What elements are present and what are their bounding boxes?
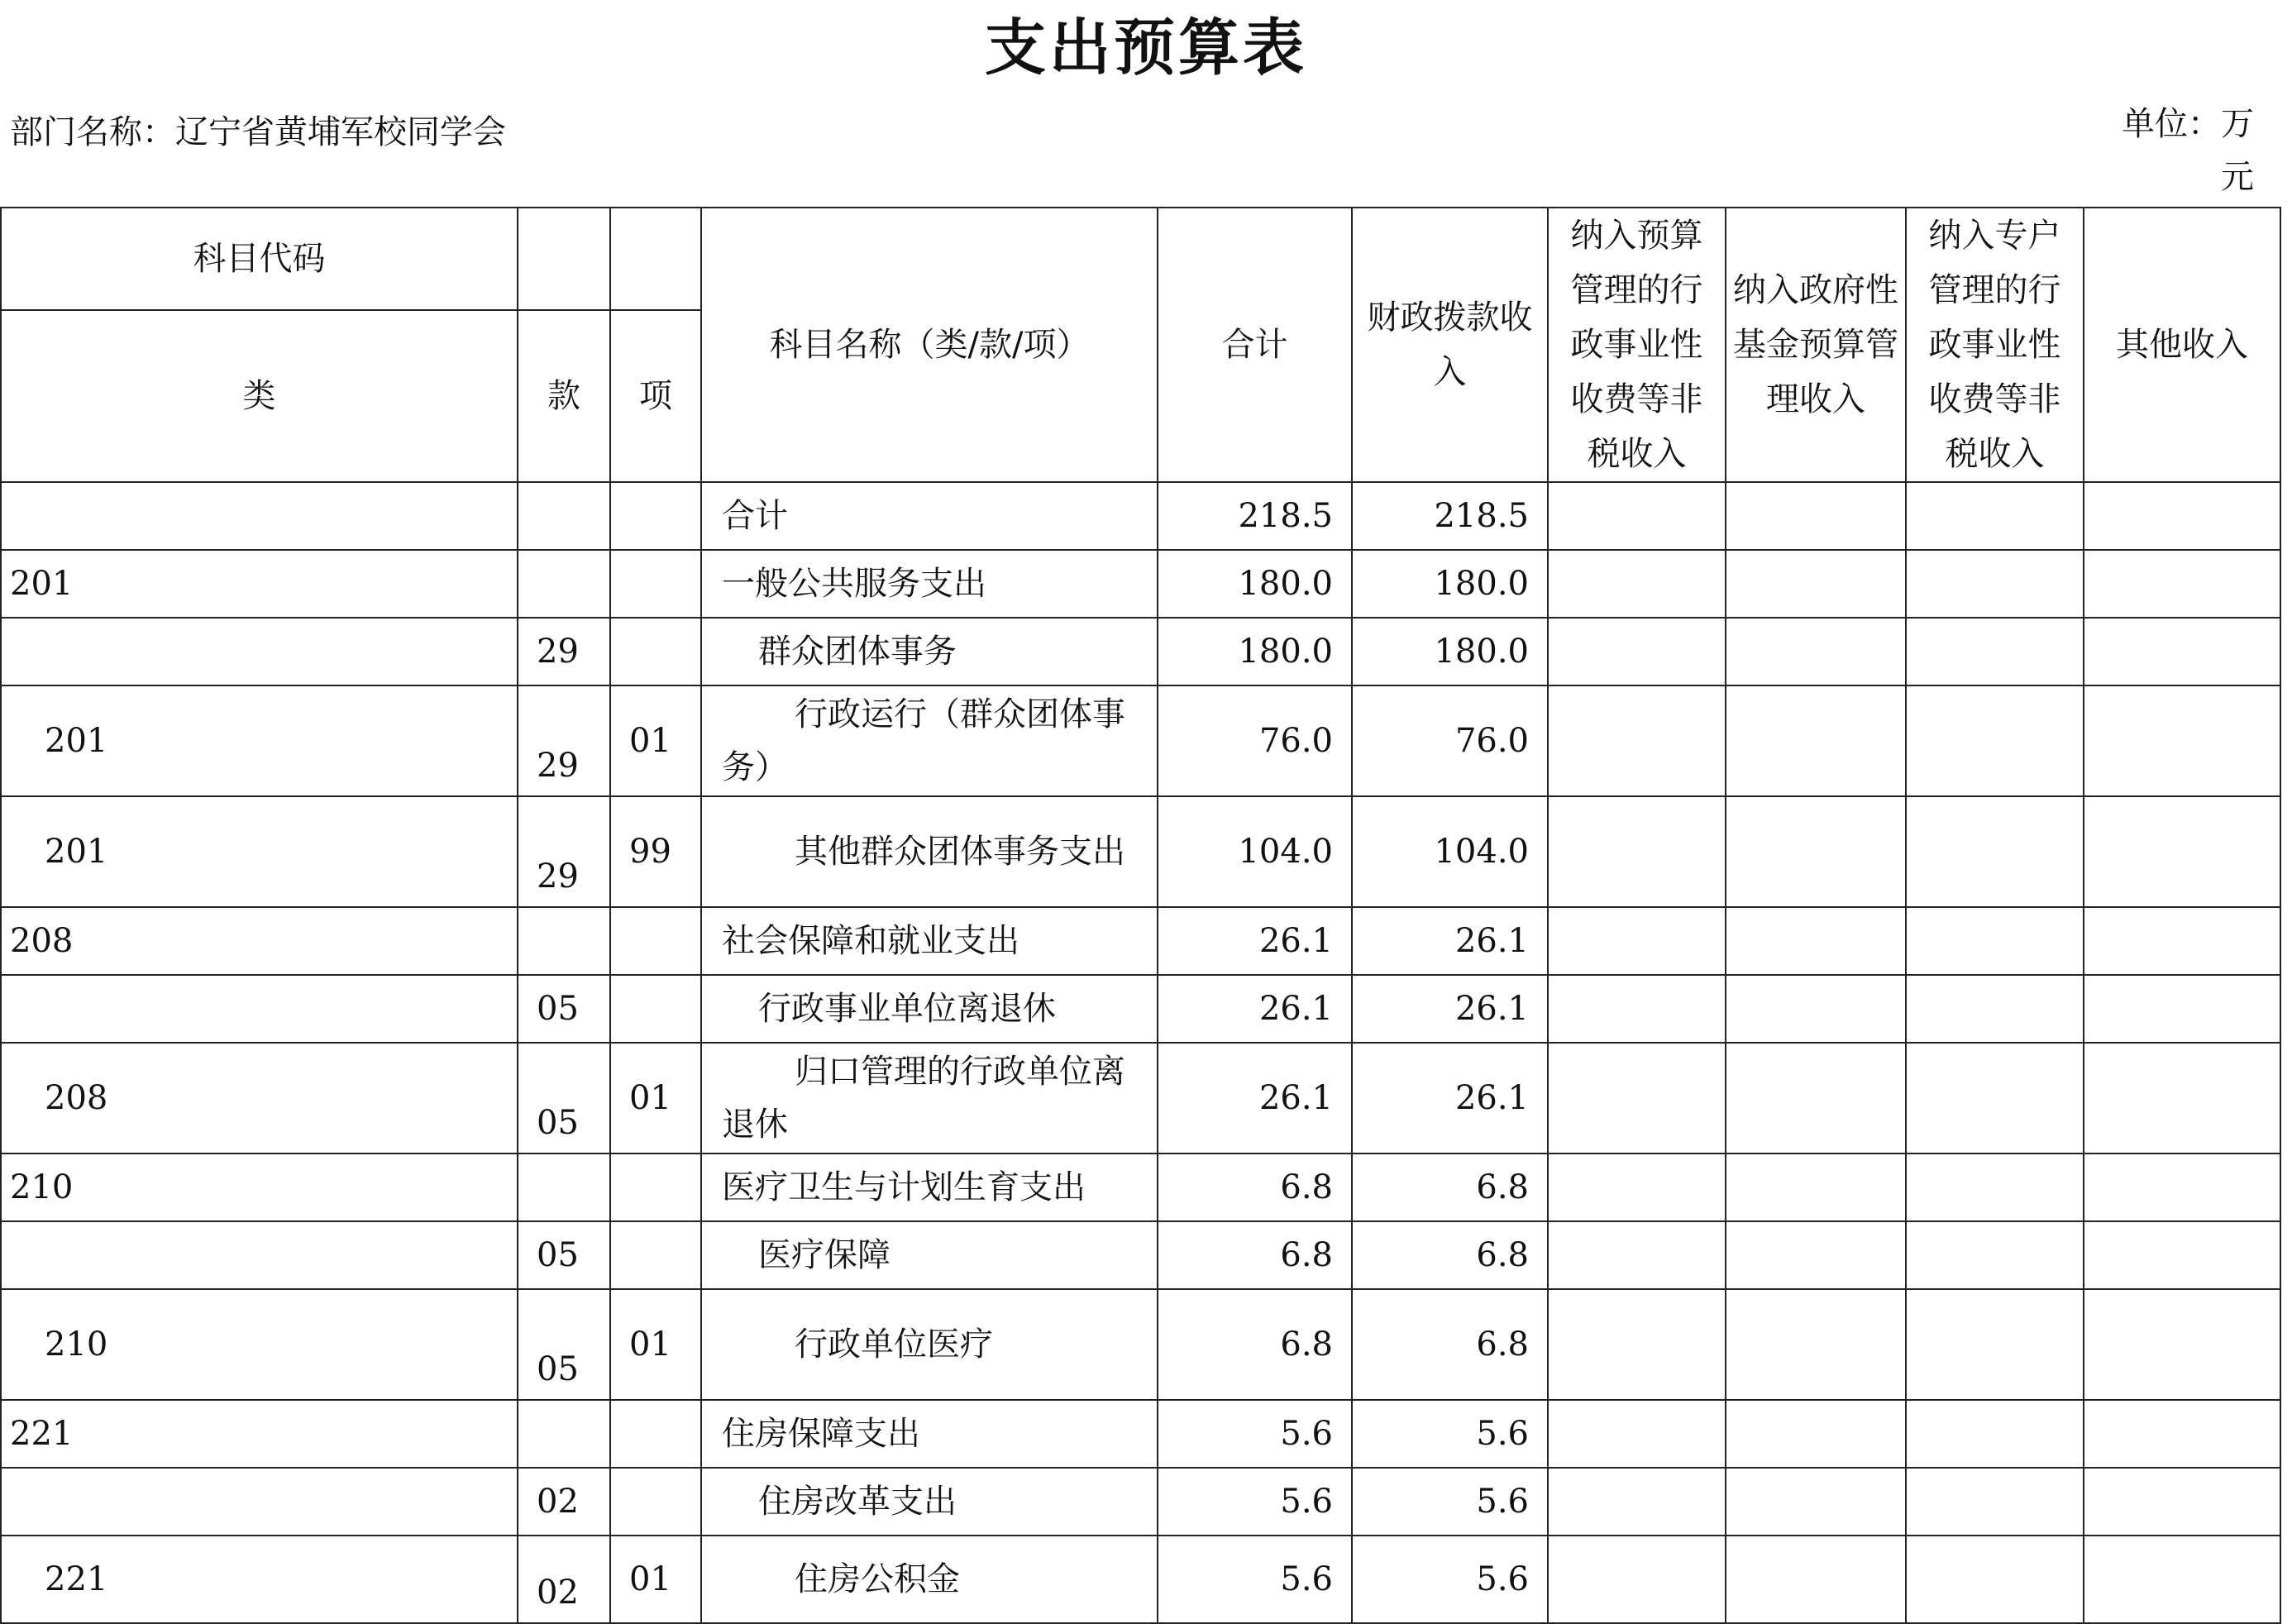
- cell-xiang: [610, 907, 701, 975]
- cell-fiscal: 26.1: [1352, 907, 1548, 975]
- cell-xiang: [610, 550, 701, 618]
- unit-label-line2: 元: [2221, 158, 2254, 196]
- page-title: 支出预算表: [985, 12, 1307, 84]
- header-subject-code: 科目代码: [1, 208, 518, 310]
- cell-xiang: [610, 1154, 701, 1221]
- cell-kuan: 29: [518, 796, 610, 907]
- cell-lei: 210: [1, 1154, 518, 1221]
- cell-total: 5.6: [1158, 1400, 1352, 1468]
- cell-name: 一般公共服务支出: [701, 550, 1158, 618]
- cell-xiang: [610, 618, 701, 685]
- cell-name: 住房公积金: [701, 1536, 1158, 1623]
- cell-kuan: 05: [518, 975, 610, 1043]
- cell-xiang: 01: [610, 1289, 701, 1400]
- cell-name: 归口管理的行政单位离退休: [701, 1043, 1158, 1154]
- unit-label: [2089, 98, 2254, 203]
- cell-total: 180.0: [1158, 550, 1352, 618]
- table-row: [1, 796, 2280, 907]
- cell-name: 行政运行（群众团体事务）: [701, 685, 1158, 796]
- table-row: [1, 975, 2280, 1043]
- cell-kuan: 05: [518, 1221, 610, 1289]
- cell-lei: 221: [1, 1400, 518, 1468]
- cell-xiang: 01: [610, 1043, 701, 1154]
- cell-name: 合计: [701, 482, 1158, 550]
- cell-kuan: 05: [518, 1043, 610, 1154]
- table-row: [1, 1400, 2280, 1468]
- cell-fiscal: 5.6: [1352, 1400, 1548, 1468]
- cell-lei: 208: [1, 1043, 518, 1154]
- cell-xiang: [610, 482, 701, 550]
- cell-kuan: [518, 550, 610, 618]
- cell-lei: 208: [1, 907, 518, 975]
- cell-xiang: [610, 975, 701, 1043]
- cell-xiang: 99: [610, 796, 701, 907]
- header-special-fee: 纳入专户管理的行政事业性收费等非税收入: [1906, 208, 2084, 482]
- cell-xiang: 01: [610, 1536, 701, 1623]
- cell-total: 26.1: [1158, 1043, 1352, 1154]
- cell-lei: 201: [1, 685, 518, 796]
- table-row: [1, 550, 2280, 618]
- cell-fiscal: 180.0: [1352, 618, 1548, 685]
- cell-fiscal: 26.1: [1352, 1043, 1548, 1154]
- cell-lei: 201: [1, 796, 518, 907]
- cell-total: 5.6: [1158, 1536, 1352, 1623]
- cell-xiang: 01: [610, 685, 701, 796]
- cell-lei: 201: [1, 550, 518, 618]
- cell-kuan: 02: [518, 1536, 610, 1623]
- cell-kuan: [518, 482, 610, 550]
- header-xiang: 项: [610, 310, 701, 482]
- header-admin-fee: 纳入预算管理的行政事业性收费等非税收入: [1548, 208, 1726, 482]
- table-row: [1, 618, 2280, 685]
- cell-fiscal: 26.1: [1352, 975, 1548, 1043]
- header-total: 合计: [1158, 208, 1352, 482]
- table-row: [1, 1536, 2280, 1623]
- cell-name: 住房改革支出: [701, 1468, 1158, 1536]
- cell-total: 5.6: [1158, 1468, 1352, 1536]
- cell-lei: 210: [1, 1289, 518, 1400]
- header-blank-kuan: [518, 208, 610, 310]
- cell-lei: [1, 1221, 518, 1289]
- cell-lei: [1, 1468, 518, 1536]
- unit-label-line1: 单位：万: [2122, 105, 2254, 143]
- cell-total: 180.0: [1158, 618, 1352, 685]
- cell-fiscal: 76.0: [1352, 685, 1548, 796]
- header-gov-fund: 纳入政府性基金预算管理收入: [1726, 208, 1906, 482]
- cell-name: 社会保障和就业支出: [701, 907, 1158, 975]
- cell-name: 行政单位医疗: [701, 1289, 1158, 1400]
- table-row: [1, 685, 2280, 796]
- header-fiscal: 财政拨款收入: [1352, 208, 1548, 482]
- cell-fiscal: 6.8: [1352, 1289, 1548, 1400]
- cell-kuan: 02: [518, 1468, 610, 1536]
- cell-xiang: [610, 1221, 701, 1289]
- cell-fiscal: 104.0: [1352, 796, 1548, 907]
- department-label: 部门名称：辽宁省黄埔军校同学会: [10, 113, 506, 151]
- cell-lei: [1, 975, 518, 1043]
- cell-name: 其他群众团体事务支出: [701, 796, 1158, 907]
- cell-kuan: [518, 907, 610, 975]
- header-blank-xiang: [610, 208, 701, 310]
- cell-lei: [1, 618, 518, 685]
- cell-fiscal: 5.6: [1352, 1536, 1548, 1623]
- cell-fiscal: 5.6: [1352, 1468, 1548, 1536]
- cell-fiscal: 218.5: [1352, 482, 1548, 550]
- cell-name: 医疗卫生与计划生育支出: [701, 1154, 1158, 1221]
- cell-total: 76.0: [1158, 685, 1352, 796]
- header-subject-name: 科目名称（类/款/项）: [701, 208, 1158, 482]
- table-row: [1, 907, 2280, 975]
- table-row: [1, 1043, 2280, 1154]
- table-row: [1, 1468, 2280, 1536]
- cell-lei: [1, 482, 518, 550]
- cell-kuan: [518, 1154, 610, 1221]
- table-row: [1, 1289, 2280, 1400]
- cell-kuan: [518, 1400, 610, 1468]
- cell-name: 医疗保障: [701, 1221, 1158, 1289]
- cell-xiang: [610, 1400, 701, 1468]
- header-other: 其他收入: [2084, 208, 2280, 482]
- cell-lei: 221: [1, 1536, 518, 1623]
- table-row: [1, 482, 2280, 550]
- cell-total: 26.1: [1158, 975, 1352, 1043]
- cell-fiscal: 6.8: [1352, 1154, 1548, 1221]
- cell-total: 6.8: [1158, 1289, 1352, 1400]
- header-kuan: 款: [518, 310, 610, 482]
- cell-fiscal: 180.0: [1352, 550, 1548, 618]
- cell-total: 6.8: [1158, 1154, 1352, 1221]
- header-lei: 类: [1, 310, 518, 482]
- table-row: [1, 1154, 2280, 1221]
- cell-kuan: 05: [518, 1289, 610, 1400]
- cell-total: 6.8: [1158, 1221, 1352, 1289]
- table-row: [1, 1221, 2280, 1289]
- cell-kuan: 29: [518, 618, 610, 685]
- cell-total: 26.1: [1158, 907, 1352, 975]
- cell-name: 住房保障支出: [701, 1400, 1158, 1468]
- cell-total: 104.0: [1158, 796, 1352, 907]
- budget-table: [0, 207, 2281, 1624]
- cell-total: 218.5: [1158, 482, 1352, 550]
- cell-xiang: [610, 1468, 701, 1536]
- cell-kuan: 29: [518, 685, 610, 796]
- cell-fiscal: 6.8: [1352, 1221, 1548, 1289]
- cell-name: 群众团体事务: [701, 618, 1158, 685]
- cell-name: 行政事业单位离退休: [701, 975, 1158, 1043]
